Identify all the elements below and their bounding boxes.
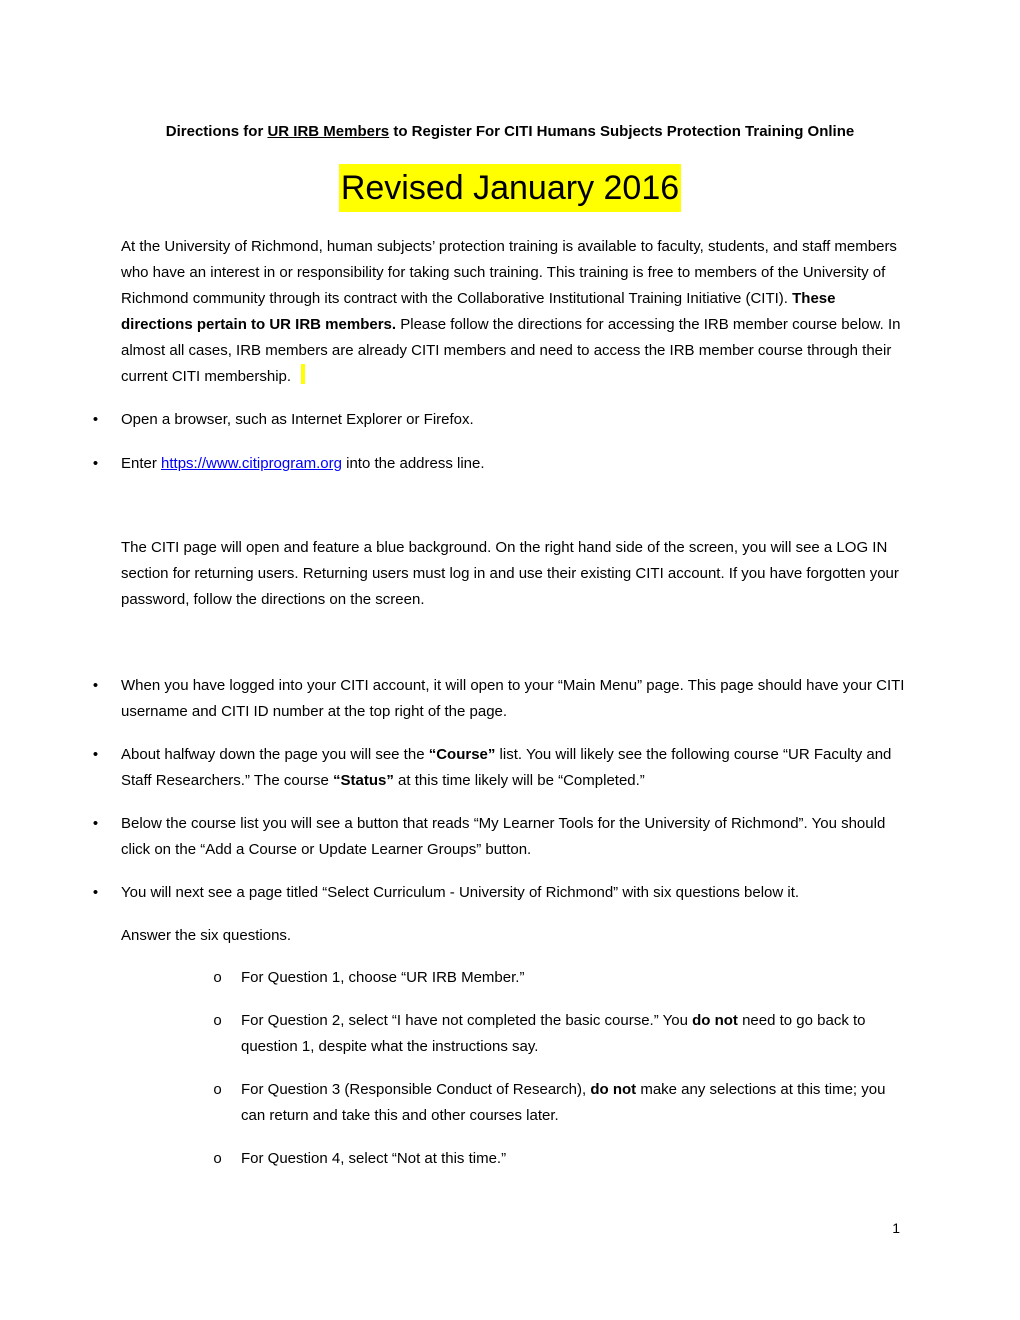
revised-heading: Revised January 2016 bbox=[339, 164, 681, 212]
course-text-3: at this time likely will be “Completed.” bbox=[393, 772, 645, 789]
title-underlined: UR IRB Members bbox=[267, 123, 390, 140]
enter-suffix: into the address line. bbox=[341, 455, 485, 472]
course-bold-1: “Course” bbox=[428, 746, 496, 763]
bullet-glyph: • bbox=[92, 677, 99, 694]
page-number: 1 bbox=[892, 1220, 900, 1236]
sub-bullet-glyph: o bbox=[213, 969, 222, 986]
sub-bullet-glyph: o bbox=[213, 1081, 222, 1098]
citi-page-paragraph: The CITI page will open and feature a blue background. On the right hand side of the screen, you will see a LOG IN section for returning users. Returning users must log in and use their existing CITI account. If you have forgotten your password, follow the directions on the screen. bbox=[121, 539, 899, 608]
intro-bold: These directions pertain to UR IRB members. bbox=[121, 290, 836, 333]
sub-bullet-glyph: o bbox=[213, 1012, 222, 1029]
bullet-learner-tools: Below the course list you will see a button that reads “My Learner Tools for the University of Richmond”. You should click on the “Add a Course or Update Learner Groups” button. bbox=[121, 815, 886, 858]
q2-bold: do not bbox=[692, 1012, 738, 1029]
bullet-enter-url bbox=[121, 451, 911, 477]
intro-paragraph bbox=[121, 234, 911, 390]
bullet-glyph: • bbox=[92, 884, 99, 901]
intro-text-1: At the University of Richmond, human subjects’ protection training is available to faculty, students, and staff members who have an interest in or responsibility for taking such training. This training is free to members of the University of Richmond community through its contract with the Collaborative Institutional Training Initiative (CITI). bbox=[121, 238, 897, 307]
highlight-mark bbox=[301, 364, 305, 384]
course-text-2: list. You will likely see the following course “UR Faculty and Staff Researchers.” The course bbox=[121, 746, 892, 789]
q2-text-2: need to go back to question 1, despite what the instructions say. bbox=[241, 1012, 866, 1055]
bullet-glyph: • bbox=[92, 455, 99, 472]
bullet-glyph: • bbox=[92, 815, 99, 832]
bullet-select-curriculum: You will next see a page titled “Select Curriculum - University of Richmond” with six questions below it. bbox=[121, 884, 800, 901]
title-suffix: to Register For CITI Humans Subjects Protection Training Online bbox=[389, 123, 855, 140]
sub-item-question-3 bbox=[241, 1077, 911, 1129]
sub-bullet-glyph: o bbox=[213, 1150, 222, 1167]
bullet-glyph: • bbox=[92, 746, 99, 763]
sub-item-question-4: For Question 4, select “Not at this time.” bbox=[241, 1150, 507, 1167]
q3-bold: do not bbox=[590, 1081, 637, 1098]
sub-item-question-1: For Question 1, choose “UR IRB Member.” bbox=[241, 969, 525, 986]
answer-questions-line: Answer the six questions. bbox=[121, 927, 292, 944]
q2-text-1: For Question 2, select “I have not completed the basic course.” You bbox=[241, 1012, 693, 1029]
bullet-course-list bbox=[121, 742, 911, 794]
intro-text-2: Please follow the directions for accessing the IRB member course below. In almost all cases, IRB members are already CITI members and need to access the IRB member course through their current CITI membership. bbox=[121, 316, 901, 385]
bullet-open-browser: Open a browser, such as Internet Explorer or Firefox. bbox=[121, 411, 474, 428]
bullet-main-menu: When you have logged into your CITI account, it will open to your “Main Menu” page. This page should have your CITI username and CITI ID number at the top right of the page. bbox=[121, 677, 905, 720]
q3-text-2: make any selections at this time; you can return and take this and other courses later. bbox=[241, 1081, 886, 1124]
enter-prefix: Enter bbox=[121, 455, 162, 472]
document-title bbox=[0, 122, 1020, 142]
course-bold-2: “Status” bbox=[333, 772, 394, 789]
title-prefix: Directions for bbox=[165, 123, 268, 140]
citi-link[interactable]: https://www.citiprogram.org bbox=[161, 455, 342, 472]
course-text-1: About halfway down the page you will see the bbox=[121, 746, 429, 763]
sub-item-question-2 bbox=[241, 1008, 911, 1060]
revised-heading-wrap bbox=[0, 164, 1020, 212]
q3-text-1: For Question 3 (Responsible Conduct of Research), bbox=[241, 1081, 591, 1098]
bullet-glyph: • bbox=[92, 411, 99, 428]
